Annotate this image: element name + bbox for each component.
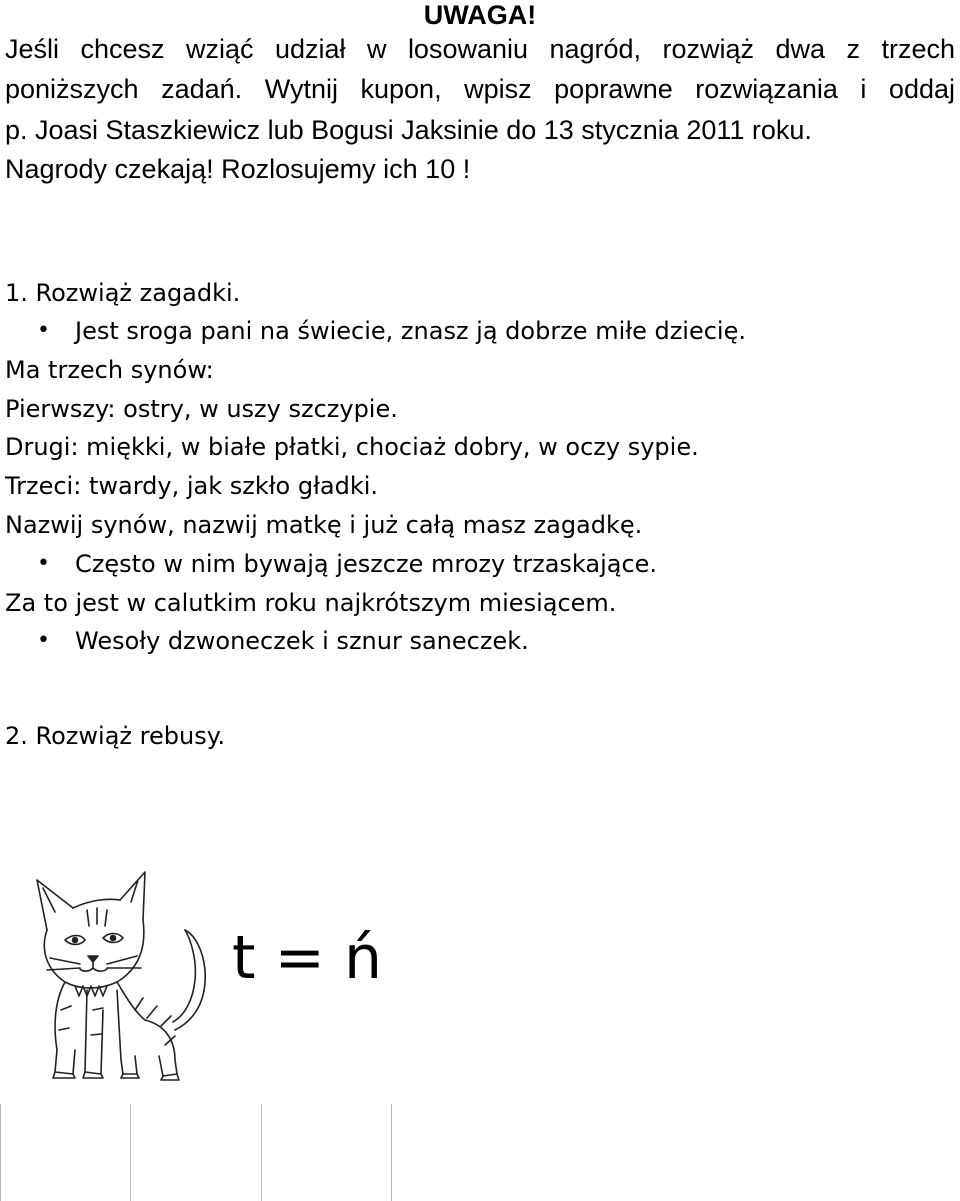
bullet-icon: •	[37, 318, 50, 343]
answer-cell[interactable]	[0, 1104, 130, 1201]
riddle-line: Nazwij synów, nazwij matkę i już całą masz zagadkę.	[5, 511, 643, 539]
intro-line-2: poniższych zadań. Wytnij kupon, wpisz poprawne rozwiązania i oddaj	[5, 74, 955, 104]
rebus-text: t = ń	[232, 923, 382, 993]
answer-grid	[0, 1104, 392, 1201]
intro-line-1: Jeśli chcesz wziąć udział w losowaniu nagród, rozwiąż dwa z trzech	[5, 34, 955, 64]
intro-line-3: p. Joasi Staszkiewicz lub Bogusi Jaksinie do 13 stycznia 2011 roku.	[5, 115, 812, 145]
answer-cell[interactable]	[130, 1104, 260, 1201]
task1-heading: 1. Rozwiąż zagadki.	[5, 279, 241, 307]
riddle-line: Trzeci: twardy, jak szkło gładki.	[5, 472, 379, 500]
page-title: UWAGA!	[423, 0, 537, 30]
answer-cell[interactable]	[261, 1104, 392, 1201]
riddle-3-text: Wesoły dzwoneczek i sznur saneczek.	[75, 627, 529, 655]
intro-line-4: Nagrody czekają! Rozlosujemy ich 10 !	[5, 154, 471, 184]
riddle-line: Drugi: miękki, w białe płatki, chociaż dobry, w oczy sypie.	[5, 433, 699, 461]
riddle-line: Za to jest w calutkim roku najkrótszym miesiącem.	[5, 589, 617, 617]
bullet-icon: •	[37, 551, 50, 576]
task2-heading: 2. Rozwiąż rebusy.	[5, 722, 226, 750]
riddle-line: Pierwszy: ostry, w uszy szczypie.	[5, 395, 398, 423]
riddle-1-text: Jest sroga pani na świecie, znasz ją dobrze miłe dziecię.	[75, 317, 746, 345]
cat-illustration-icon	[25, 860, 215, 1085]
riddle-line: Ma trzech synów:	[5, 356, 214, 384]
riddle-2-text: Często w nim bywają jeszcze mrozy trzaskające.	[75, 550, 658, 578]
bullet-icon: •	[37, 628, 50, 653]
